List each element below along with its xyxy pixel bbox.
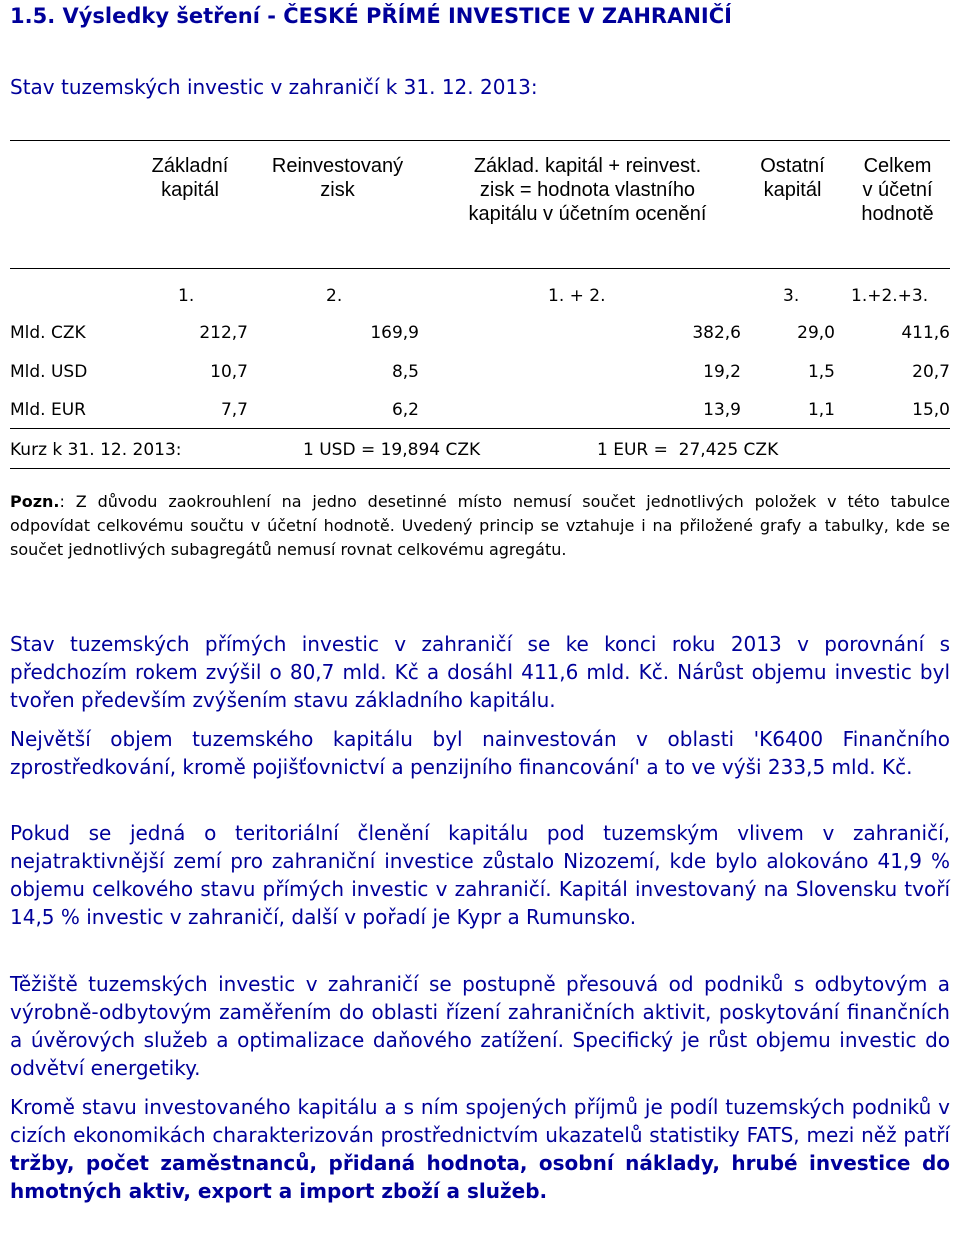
value-total: 15,0 bbox=[912, 400, 950, 420]
value-total: 20,7 bbox=[912, 362, 950, 382]
header-basic-capital: Základní kapitál bbox=[151, 155, 229, 201]
header-total: Celkem v účetní hodnotě bbox=[861, 155, 934, 225]
paragraph-largest-sector: Největší objem tuzemského kapitálu byl nainvestován v oblasti 'K6400 Finančního zprostředkování, kromě pojišťovnictví a penzijního financování' a to ve výši 233,5 mld. Kč. bbox=[10, 727, 950, 779]
exchange-eur: 1 EUR = 27,425 CZK bbox=[597, 440, 779, 460]
table-row bbox=[10, 359, 950, 385]
exchange-usd: 1 USD = 19,894 CZK bbox=[303, 440, 481, 460]
value-reinvested: 8,5 bbox=[391, 362, 419, 382]
table-row bbox=[10, 320, 950, 346]
colnum-2: 2. bbox=[326, 286, 343, 306]
value-basic-capital: 212,7 bbox=[199, 323, 248, 343]
exchange-rate-row bbox=[10, 437, 950, 463]
colnum-total: 1.+2.+3. bbox=[851, 286, 929, 306]
table-subtitle: Stav tuzemských investic v zahraničí k 31. 12. 2013: bbox=[10, 75, 538, 99]
colnum-1-2: 1. + 2. bbox=[548, 286, 606, 306]
row-label: Mld. USD bbox=[10, 362, 88, 382]
exchange-label: Kurz k 31. 12. 2013: bbox=[10, 440, 182, 460]
fats-indicators-text: tržby, počet zaměstnanců, přidaná hodnota, osobní náklady, hrubé investice do hmotných aktiv, export a import zboží a služeb. bbox=[10, 1151, 950, 1203]
footnote-label: Pozn. bbox=[10, 492, 60, 511]
row-label: Mld. CZK bbox=[10, 323, 86, 343]
paragraph-growth: Stav tuzemských přímých investic v zahraničí se ke konci roku 2013 v porovnání s předchozím rokem zvýšil o 80,7 mld. Kč a dosáhl 411,6 mld. Kč. Nárůst objemu investic byl tvořen především zvýšením stavu základního kapitálu. bbox=[10, 632, 950, 712]
value-basic-capital: 7,7 bbox=[220, 400, 248, 420]
section-heading: 1.5. Výsledky šetření - ČESKÉ PŘÍMÉ INVESTICE V ZAHRANIČÍ bbox=[10, 4, 732, 28]
table-top-rule bbox=[10, 140, 950, 141]
colnum-3: 3. bbox=[783, 286, 800, 306]
paragraph-focus-shift: Těžiště tuzemských investic v zahraničí se postupně přesouvá od podniků s odbytovým a výrobně-odbytovým zaměřením do oblasti řízení zahraničních aktivit, poskytování finančních a úvěrových služeb a optimalizace daňového zatížení. Specifický je růst objemu investic do odvětví energetiky. bbox=[10, 972, 950, 1080]
table-header-rule bbox=[10, 268, 950, 269]
value-other: 1,5 bbox=[807, 362, 835, 382]
fats-intro-text: Kromě stavu investovaného kapitálu a s ním spojených příjmů je podíl tuzemských podniků v cizích ekonomikách charakterizován prostřednictvím ukazatelů statistiky FATS, mezi něž patří bbox=[10, 1095, 950, 1147]
value-basic-capital: 10,7 bbox=[210, 362, 248, 382]
header-equity-capital: Základ. kapitál + reinvest. zisk = hodnota vlastního kapitálu v účetním ocenění bbox=[468, 155, 707, 225]
footnote-text: : Z důvodu zaokrouhlení na jedno desetinné místo nemusí součet jednotlivých položek v této tabulce odpovídat celkovému součtu v účetní hodnotě. Uvedený princip se vztahuje i na přiložené grafy a tabulky, kde se součet jednotlivých subagregátů nemusí rovnat celkovému agregátu. bbox=[10, 492, 950, 559]
table-bottom-rule bbox=[10, 428, 950, 429]
value-total: 411,6 bbox=[901, 323, 950, 343]
header-reinvested-earnings: Reinvestovaný zisk bbox=[271, 155, 404, 201]
value-other: 29,0 bbox=[797, 323, 835, 343]
paragraph-territorial: Pokud se jedná o teritoriální členění kapitálu pod tuzemským vlivem v zahraničí, nejatraktivnější zemí pro zahraniční investice zůstalo Nizozemí, kde bylo alokováno 41,9 % objemu celkového stavu přímých investic v zahraničí. Kapitál investovaný na Slovensku tvoří 14,5 % investic v zahraničí, další v pořadí je Kypr a Rumunsko. bbox=[10, 821, 950, 929]
colnum-1: 1. bbox=[178, 286, 195, 306]
value-equity: 19,2 bbox=[703, 362, 741, 382]
table-row bbox=[10, 397, 950, 423]
value-equity: 13,9 bbox=[703, 400, 741, 420]
column-number-row bbox=[10, 283, 950, 309]
value-reinvested: 169,9 bbox=[370, 323, 419, 343]
value-equity: 382,6 bbox=[692, 323, 741, 343]
value-reinvested: 6,2 bbox=[391, 400, 419, 420]
exchange-bottom-rule bbox=[10, 468, 950, 469]
row-label: Mld. EUR bbox=[10, 400, 86, 420]
header-other-capital: Ostatní kapitál bbox=[760, 155, 825, 201]
value-other: 1,1 bbox=[807, 400, 835, 420]
paragraph-fats bbox=[10, 1093, 950, 1205]
footnote bbox=[10, 490, 950, 562]
